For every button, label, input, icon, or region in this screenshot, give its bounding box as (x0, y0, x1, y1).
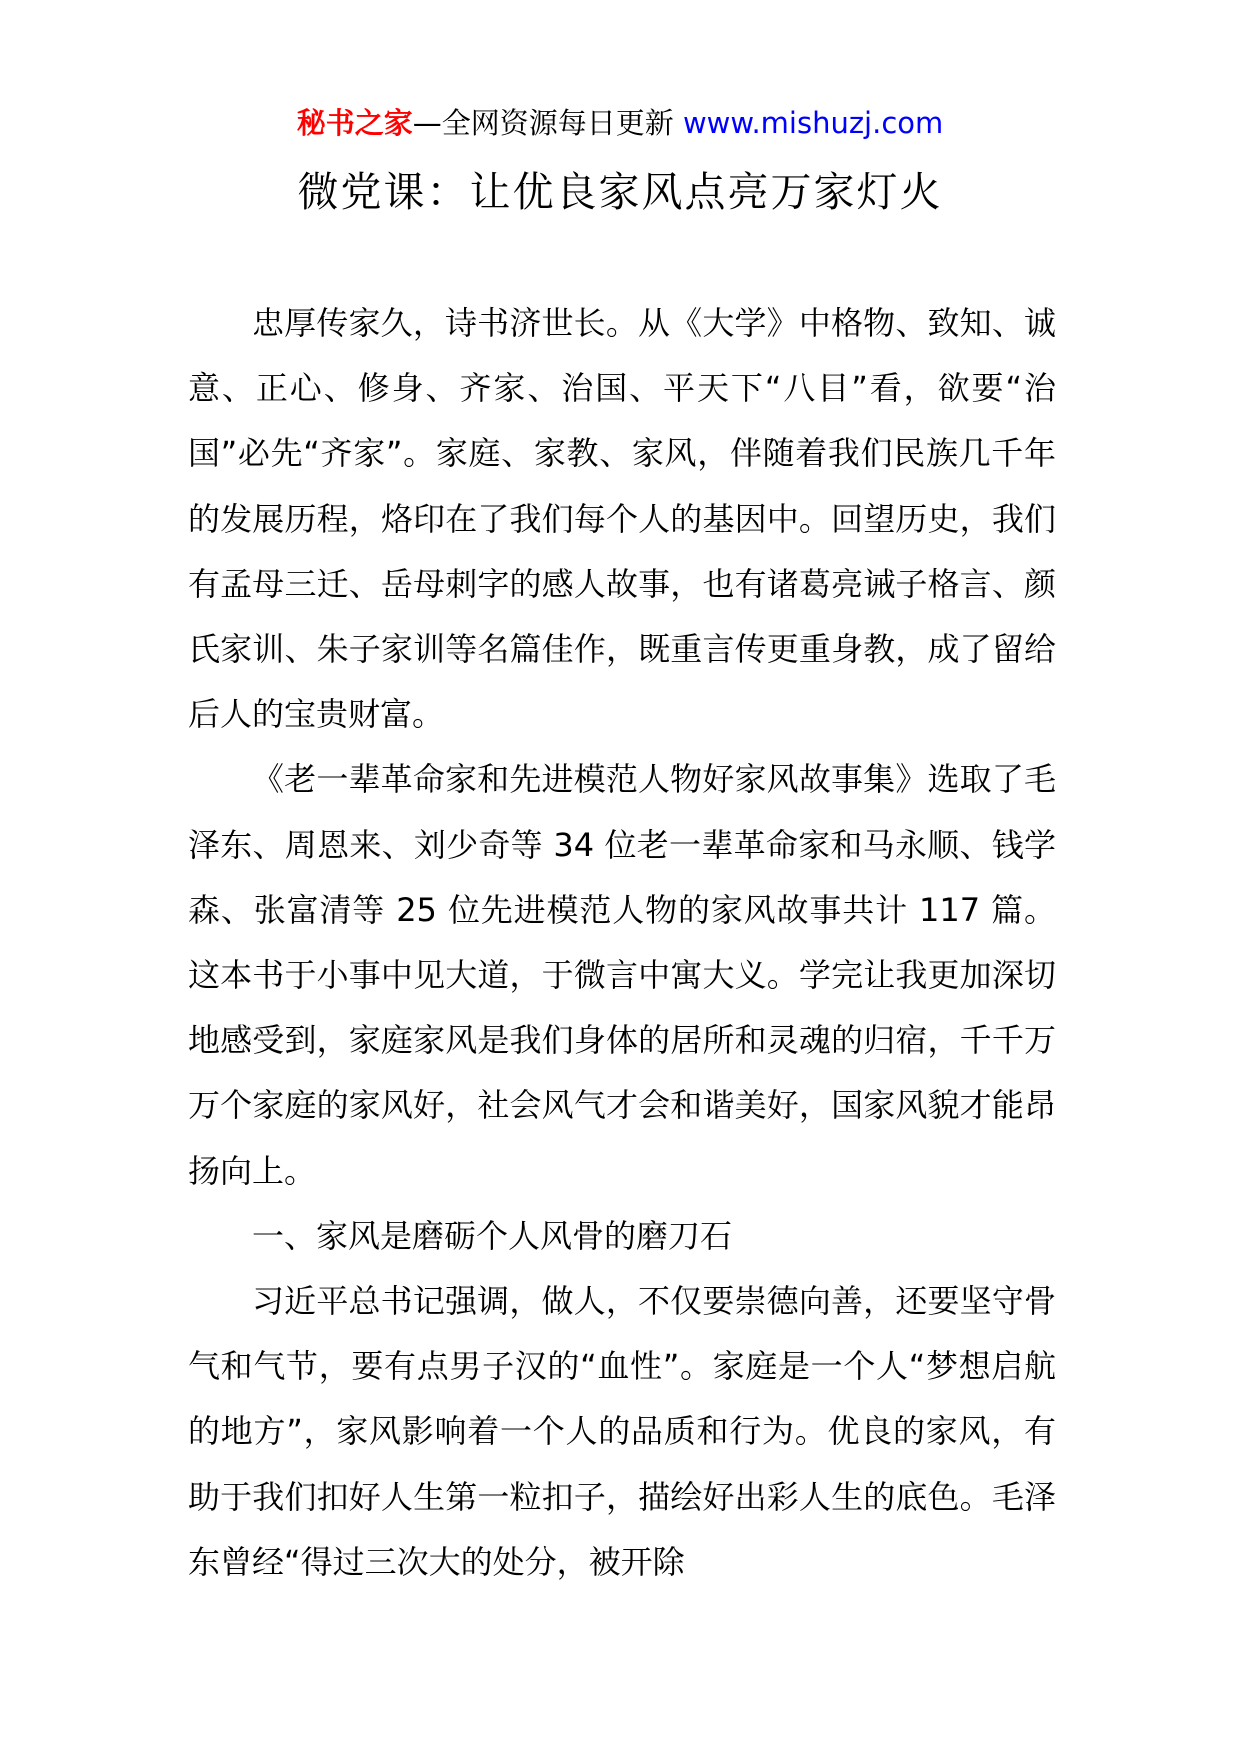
body-paragraph-3: 习近平总书记强调，做人，不仅要崇德向善，还要坚守骨气和气节，要有点男子汉的“血性”。家庭是一个人“梦想启航的地方”，家风影响着一个人的品质和行为。优良的家风，有助于我们扣好人生第一粒扣子，描绘好出彩人生的底色。毛泽东曾经“得过三次大的处分，被开除 (188, 1282, 1056, 1581)
site-url-link[interactable]: www.mishuzj.com (682, 106, 944, 140)
site-slogan: —全网资源每日更新 (412, 106, 683, 140)
site-header (0, 103, 1240, 143)
document-title: 微党课：让优良家风点亮万家灯火 (297, 168, 943, 216)
body-paragraph-1: 忠厚传家久，诗书济世长。从《大学》中格物、致知、诚意、正心、修身、齐家、治国、平天下“八目”看，欲要“治国”必先“齐家”。家庭、家教、家风，伴随着我们民族几千年的发展历程，烙印在了我们每个人的基因中。回望历史，我们有孟母三迁、岳母刺字的感人故事，也有诸葛亮诫子格言、颜氏家训、朱子家训等名篇佳作，既重言传更重身教，成了留给后人的宝贵财富。 (188, 304, 1056, 734)
site-brand: 秘书之家 (296, 106, 413, 140)
document-body (188, 291, 1056, 1595)
body-paragraph-2: 《老一辈革命家和先进模范人物好家风故事集》选取了毛泽东、周恩来、刘少奇等 34 位老一辈革命家和马永顺、钱学森、张富清等 25 位先进模范人物的家风故事共计 117 篇。这本书于小事中见大道，于微言中寓大义。学完让我更加深切地感受到，家庭家风是我们身体的居所和灵魂的归宿，千千万万个家庭的家风好，社会风气才会和谐美好，国家风貌才能昂扬向上。 (188, 760, 1056, 1190)
section-heading: 一、家风是磨砺个人风骨的磨刀石 (252, 1216, 733, 1255)
